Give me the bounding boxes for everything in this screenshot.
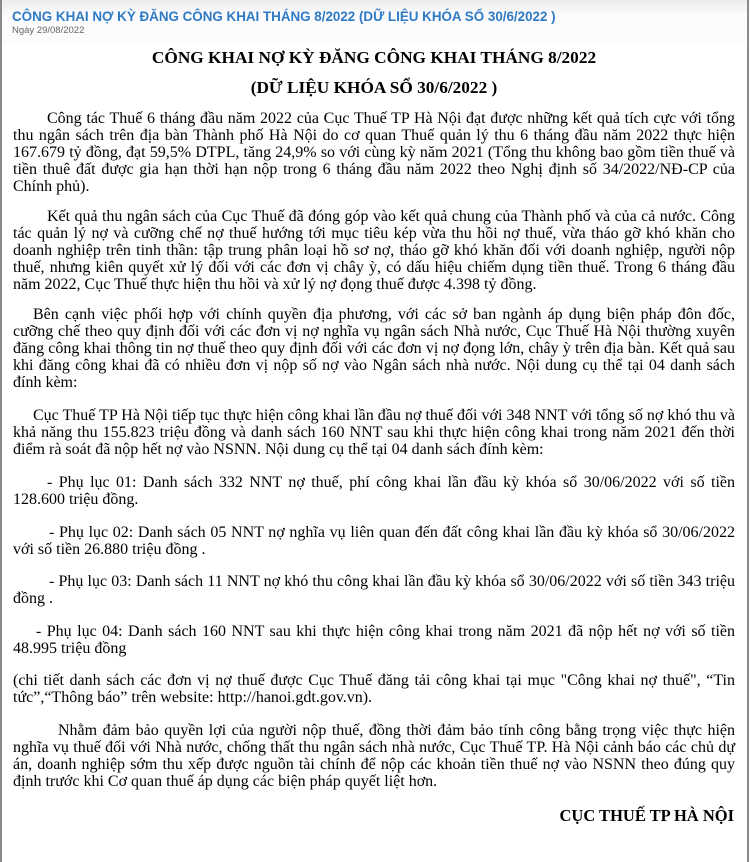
post-header: [12, 9, 737, 36]
paragraph-disclosure-summary: Cục Thuế TP Hà Nội tiếp tục thực hiện công khai lần đầu nợ thuế đối với 348 NNT với tổng số nợ khó thu và khả năng thu 155.823 triệu đồng và danh sách 160 NNT sau khi thực hiện công khai trong năm 2021 đến thời điểm rà soát đã nộp hết nợ vào NSNN. Nội dung cụ thể tại 04 danh sách đính kèm:: [13, 407, 735, 458]
document-body: [13, 44, 735, 826]
post-date: Ngày 29/08/2022: [12, 25, 85, 36]
website-note: (chi tiết danh sách các đơn vị nợ thuế được Cục Thuế đăng tải công khai tại mục "Công khai nợ thuế", “Tin tức”,“Thông báo” trên website: http://hanoi.gdt.gov.vn).: [13, 672, 735, 706]
paragraph-tax-results: Công tác Thuế 6 tháng đầu năm 2022 của Cục Thuế TP Hà Nội đạt được những kết quả tích cực với tổng thu ngân sách trên địa bàn Thành phố Hà Nội do cơ quan Thuế quản lý thu 6 tháng đầu năm 2022 thực hiện 167.679 tỷ đồng, đạt 59,5% DTPL, tăng 24,9% so với cùng kỳ năm 2021 (Tổng thu không bao gồm tiền thuế và tiền thuê đất được gia hạn thời hạn nộp trong 6 tháng đầu năm 2022 theo Nghị định số 34/2022/NĐ-CP của Chính phủ).: [13, 110, 735, 195]
post-title[interactable]: CÔNG KHAI NỢ KỲ ĐĂNG CÔNG KHAI THÁNG 8/2022 (DỮ LIỆU KHÓA SỔ 30/6/2022 ): [12, 9, 556, 24]
appendix-item-03: - Phụ lục 03: Danh sách 11 NNT nợ khó thu công khai lần đầu kỳ khóa sổ 30/06/2022 với số tiền 343 triệu đồng .: [13, 573, 735, 607]
appendix-item-04: - Phụ lục 04: Danh sách 160 NNT sau khi thực hiện công khai trong năm 2021 đã nộp hết nợ với số tiền 48.995 triệu đồng: [13, 623, 735, 657]
document-title: CÔNG KHAI NỢ KỲ ĐĂNG CÔNG KHAI THÁNG 8/2022: [151, 48, 597, 67]
paragraph-public-disclosure: Bên cạnh việc phối hợp với chính quyền địa phương, với các sở ban ngành áp dụng biện pháp đôn đốc, cưỡng chế theo quy định đối với các đơn vị nợ nghĩa vụ ngân sách Nhà nước, Cục Thuế Hà Nội thường xuyên đăng công khai thông tin nợ thuế theo quy định đối với các đơn vị nợ đọng lớn, chây ỳ trên địa bàn. Kết quả sau khi đăng công khai đã có nhiều đơn vị nộp số nợ vào Ngân sách nhà nước. Nội dung cụ thể tại 04 danh sách đính kèm:: [13, 306, 735, 391]
paragraph-warning: Nhằm đảm bảo quyền lợi của người nộp thuế, đồng thời đảm bảo tính công bằng trọng việc thực hiện nghĩa vụ thuế đối với Nhà nước, chống thất thu ngân sách nhà nước, Cục Thuế TP. Hà Nội cảnh báo các chủ dự án, doanh nghiệp sớm thu xếp được nguồn tài chính để nộp các khoản tiền thuế nợ vào NSNN theo đúng quy định trước khi Cơ quan thuế áp dụng các biện pháp quyết liệt hơn.: [13, 722, 735, 790]
appendix-item-02: - Phụ lục 02: Danh sách 05 NNT nợ nghĩa vụ liên quan đến đất công khai lần đầu kỳ khóa sổ 30/06/2022 với số tiền 26.880 triệu đồng .: [13, 524, 735, 558]
paragraph-debt-management: Kết quả thu ngân sách của Cục Thuế đã đóng góp vào kết quả chung của Thành phố và của cả nước. Công tác quản lý nợ và cưỡng chế nợ thuế hướng tới mục tiêu kép vừa thu hồi nợ thuế, vừa tháo gỡ khó khăn cho doanh nghiệp trên tinh thần: tập trung phân loại hồ sơ nợ, tháo gỡ khó khăn đối với doanh nghiệp, người nộp thuế, nhưng kiên quyết xử lý đối với các đơn vị chây ỳ, có dấu hiệu chiếm dụng tiền thuế. Trong 6 tháng đầu năm 2022, Cục Thuế thực hiện thu hồi và xử lý nợ đọng thuế được 4.398 tỷ đồng.: [13, 208, 735, 293]
appendix-item-01: - Phụ lục 01: Danh sách 332 NNT nợ thuế, phí công khai lần đầu kỳ khóa sổ 30/06/2022 với số tiền 128.600 triệu đồng.: [13, 474, 735, 508]
signature: CỤC THUẾ TP HÀ NỘI: [559, 806, 734, 825]
document-subtitle: (DỮ LIỆU KHÓA SỔ 30/6/2022 ): [250, 78, 498, 97]
